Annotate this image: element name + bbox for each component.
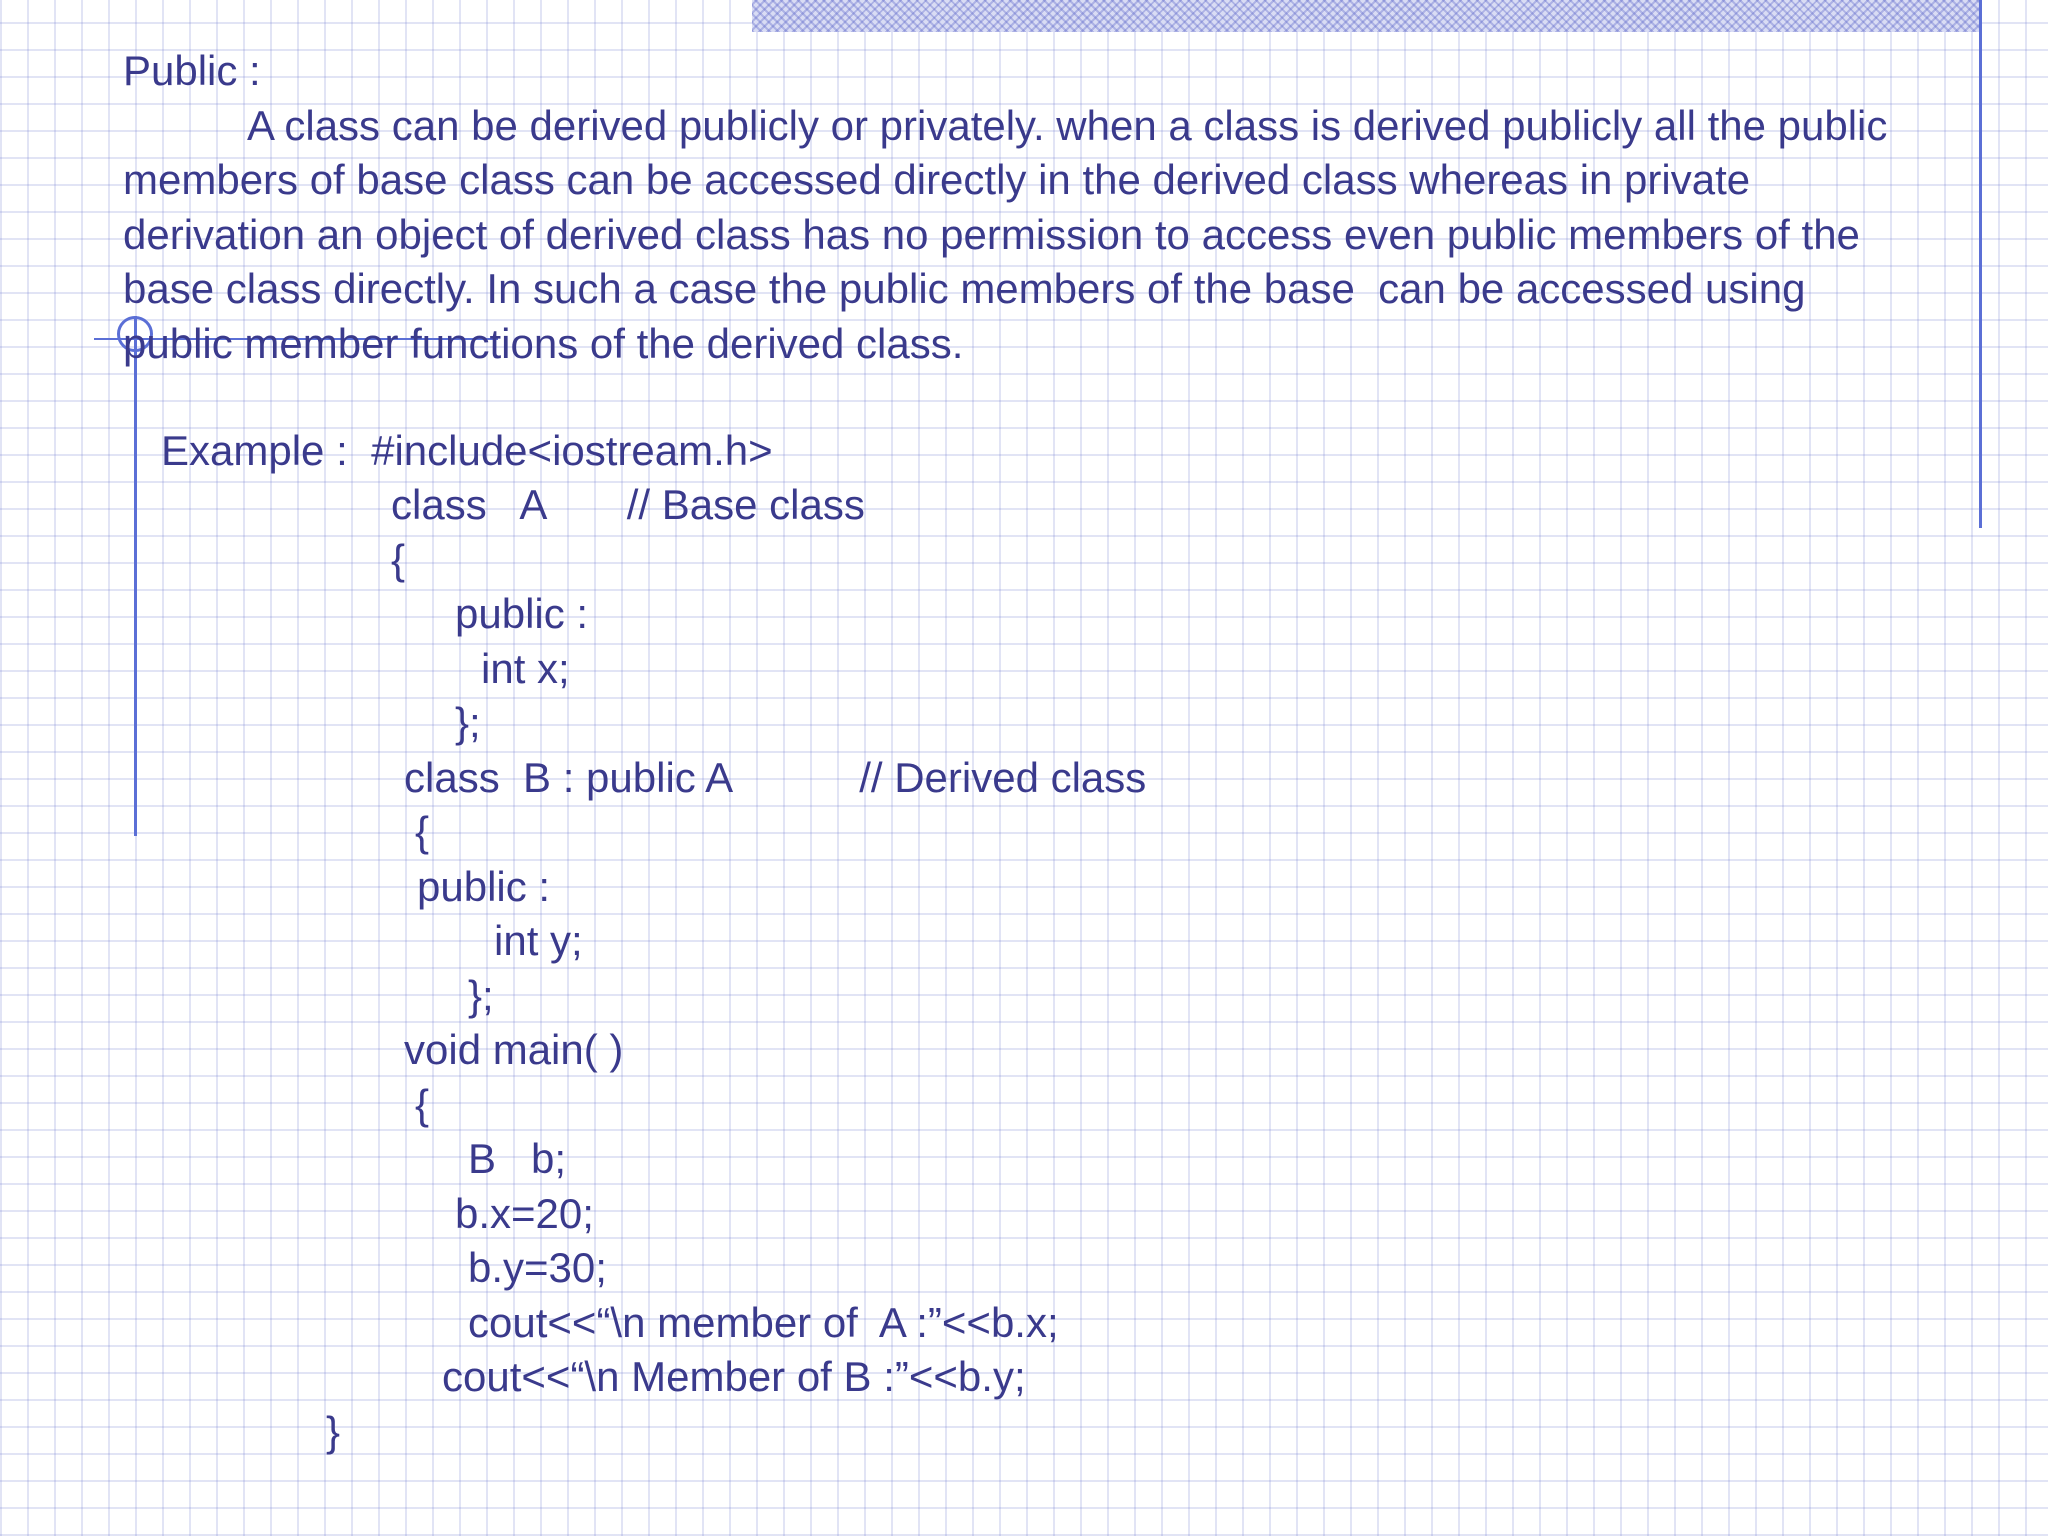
section-paragraph: A class can be derived publicly or privately. when a class is derived publicly all the public members of base class can be accessed directly in the derived class whereas in private derivation an object of derived class has no permission to access even public members of the base class directly. In such a case the public members of the base can be accessed using public member functions of the derived class.: [123, 101, 1900, 367]
decorative-left-rule: [134, 316, 137, 836]
code-line-close-brace-a: };: [455, 699, 481, 746]
code-line-class-b: class B : public A // Derived class: [404, 754, 1147, 801]
code-line-int-x: int x;: [481, 645, 570, 692]
code-line-public-a: public :: [455, 590, 589, 637]
decorative-right-rule: [1979, 0, 1982, 528]
code-line-open-brace-b: {: [415, 808, 430, 855]
code-line-assign-y: b.y=30;: [468, 1244, 607, 1291]
code-line-open-brace-main: {: [415, 1081, 430, 1128]
code-line-close-brace-main: }: [326, 1408, 341, 1455]
code-line-open-brace-a: {: [391, 536, 406, 583]
code-line-close-brace-b: };: [468, 972, 494, 1019]
code-line-example-include: Example : #include<iostream.h>: [161, 427, 773, 474]
code-line-declare-b: B b;: [468, 1135, 567, 1182]
code-line-cout-a: cout<<“\n member of A :”<<b.x;: [468, 1299, 1059, 1346]
code-line-int-y: int y;: [494, 917, 583, 964]
code-line-class-a: class A // Base class: [391, 481, 865, 528]
decorative-top-band: [752, 0, 1982, 32]
code-line-void-main: void main( ): [404, 1026, 624, 1073]
code-line-public-b: public :: [417, 863, 551, 910]
section-heading: Public :: [123, 47, 261, 94]
code-line-cout-b: cout<<“\n Member of B :”<<b.y;: [442, 1353, 1026, 1400]
code-line-assign-x: b.x=20;: [455, 1190, 594, 1237]
slide-content: [123, 44, 1903, 371]
